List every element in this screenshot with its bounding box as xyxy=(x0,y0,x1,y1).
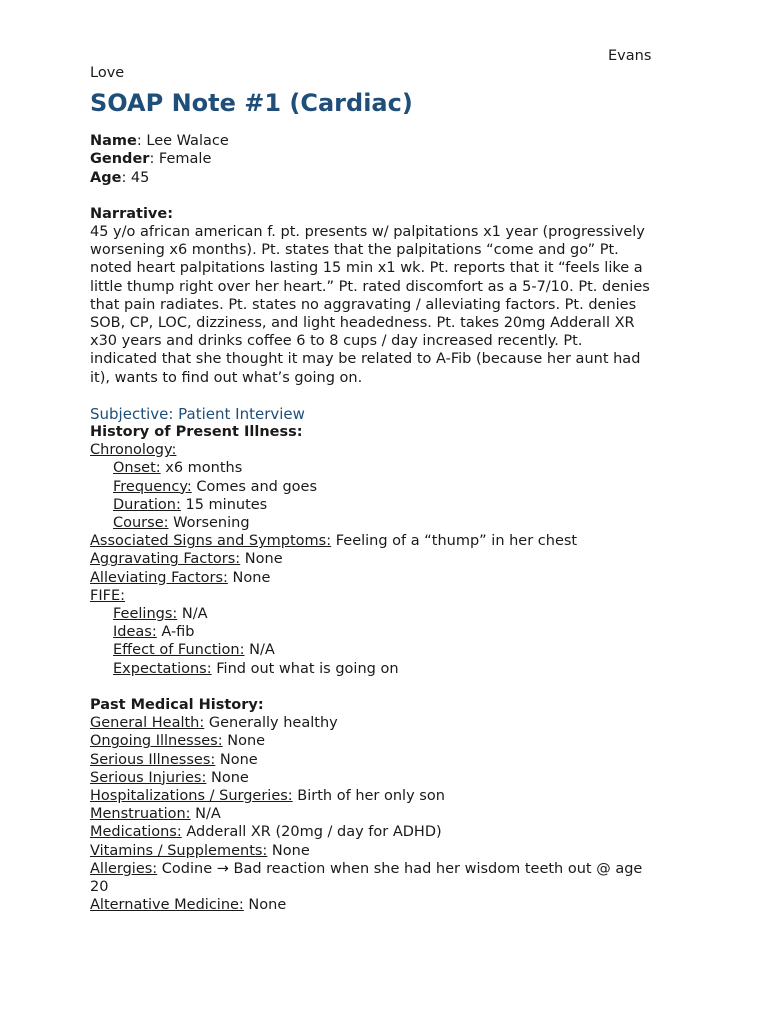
chronology-label: Chronology: xyxy=(90,442,177,459)
header-author-name: Love xyxy=(90,65,125,81)
fife-item xyxy=(90,623,680,641)
field-value: None xyxy=(215,751,258,768)
field-label: Onset: xyxy=(113,460,161,477)
narrative-line: SOB, CP, LOC, dizziness, and light headedness. Pt. takes 20mg Adderall XR xyxy=(90,315,635,332)
field-label: Alternative Medicine: xyxy=(90,897,244,914)
pmh-item xyxy=(90,805,680,823)
pmh-allergies-continued: 20 xyxy=(90,878,109,895)
field-value: None xyxy=(267,842,310,859)
field-value: None xyxy=(206,769,249,786)
fife-item xyxy=(90,660,680,678)
subjective-heading: Subjective: Patient Interview xyxy=(90,404,305,423)
factor-item xyxy=(90,532,680,550)
field-value: Comes and goes xyxy=(191,478,318,495)
field-label: Effect of Function: xyxy=(113,642,245,659)
field-label: Feelings: xyxy=(113,606,178,623)
pmh-item xyxy=(90,787,680,805)
field-value: None xyxy=(240,551,283,568)
field-label: Course: xyxy=(113,515,169,532)
field-value: Generally healthy xyxy=(204,715,338,732)
field-value: A-fib xyxy=(156,624,195,641)
field-label: Vitamins / Supplements: xyxy=(90,842,268,859)
field-label: Gender xyxy=(90,151,150,168)
field-label: Age xyxy=(90,169,122,186)
pmh-item xyxy=(90,896,680,914)
factor-item xyxy=(90,550,680,568)
field-value: None xyxy=(222,733,266,750)
narrative-heading: Narrative: xyxy=(90,205,173,222)
field-label: Medications: xyxy=(90,824,182,841)
demographic-name xyxy=(90,132,680,150)
narrative-line: noted heart palpitations lasting 15 min x1 wk. Pt. reports that it “feels like a xyxy=(90,260,643,277)
pmh-item xyxy=(90,769,680,787)
field-value: N/A xyxy=(244,642,275,659)
field-value: Birth of her only son xyxy=(292,787,445,804)
field-value: Feeling of a “thump” in her chest xyxy=(331,533,578,550)
field-label: Frequency: xyxy=(113,478,192,495)
document-page xyxy=(90,46,680,914)
factor-item xyxy=(90,569,680,587)
field-value: N/A xyxy=(190,806,221,823)
field-value: : Lee Walace xyxy=(136,133,229,150)
field-value: : Female xyxy=(149,151,212,168)
field-label: General Health: xyxy=(90,715,205,732)
demographics xyxy=(90,132,680,187)
field-value: Adderall XR (20mg / day for ADHD) xyxy=(181,824,442,841)
field-label: Hospitalizations / Surgeries: xyxy=(90,787,293,804)
field-label: Name xyxy=(90,133,137,150)
chronology-item xyxy=(90,459,680,477)
pmh-item xyxy=(90,732,680,750)
field-value: x6 months xyxy=(160,460,243,477)
chronology-item xyxy=(90,478,680,496)
field-label: Ideas: xyxy=(113,624,157,641)
field-value: None xyxy=(243,897,287,914)
hpi-heading: History of Present Illness: xyxy=(90,424,303,441)
pmh-item xyxy=(90,823,680,841)
narrative-line: indicated that she thought it may be related to A-Fib (because her aunt had xyxy=(90,351,641,368)
field-label: Expectations: xyxy=(113,660,212,677)
fife-item xyxy=(90,641,680,659)
pmh-heading: Past Medical History: xyxy=(90,696,264,713)
narrative-line: 45 y/o african american f. pt. presents w/ palpitations x1 year (progressively xyxy=(90,224,645,241)
field-label: Associated Signs and Symptoms: xyxy=(90,533,332,550)
narrative-line: that pain radiates. Pt. states no aggravating / alleviating factors. Pt. denies xyxy=(90,296,637,313)
field-value: 15 minutes xyxy=(180,496,268,513)
pmh-item xyxy=(90,842,680,860)
chronology-item xyxy=(90,514,680,532)
fife-item xyxy=(90,605,680,623)
field-label: Aggravating Factors: xyxy=(90,551,241,568)
field-value: None xyxy=(227,569,271,586)
demographic-gender xyxy=(90,150,680,168)
chronology-item xyxy=(90,496,680,514)
narrative-line: worsening x6 months). Pt. states that the palpitations “come and go” Pt. xyxy=(90,242,619,259)
header-author-surname: Evans xyxy=(608,48,652,64)
field-label: Ongoing Illnesses: xyxy=(90,733,223,750)
field-label: Serious Illnesses: xyxy=(90,751,216,768)
pmh-section xyxy=(90,696,680,914)
subjective-section xyxy=(90,405,680,678)
field-label: Duration: xyxy=(113,496,181,513)
field-value: Codine → Bad reaction when she had her wisdom teeth out @ age xyxy=(157,860,643,877)
pmh-item xyxy=(90,751,680,769)
field-value: : 45 xyxy=(121,169,150,186)
pmh-item-allergies xyxy=(90,860,680,878)
narrative-line: it), wants to find out what’s going on. xyxy=(90,369,363,386)
demographic-age xyxy=(90,169,680,187)
field-value: Worsening xyxy=(168,515,250,532)
field-label: Alleviating Factors: xyxy=(90,569,228,586)
field-label: Serious Injuries: xyxy=(90,769,207,786)
fife-label: FIFE: xyxy=(90,587,126,604)
narrative-line: little thump right over her heart.” Pt. rated discomfort as a 5-7/10. Pt. denies xyxy=(90,278,650,295)
field-value: N/A xyxy=(177,606,208,623)
field-value: Find out what is going on xyxy=(211,660,399,677)
narrative-line: x30 years and drinks coffee 6 to 8 cups / day increased recently. Pt. xyxy=(90,333,583,350)
page-title: SOAP Note #1 (Cardiac) xyxy=(90,89,413,118)
pmh-item xyxy=(90,714,680,732)
field-label: Allergies: xyxy=(90,860,158,877)
field-label: Menstruation: xyxy=(90,806,191,823)
narrative-section xyxy=(90,205,680,387)
